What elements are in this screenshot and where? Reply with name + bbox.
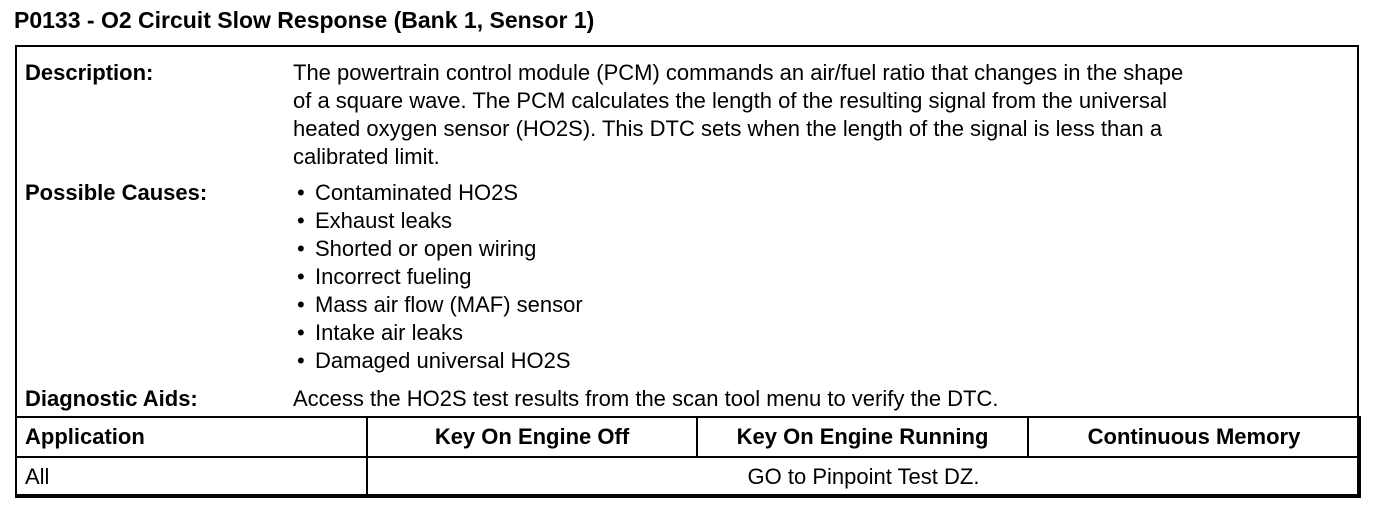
cause-list-item	[293, 207, 1343, 235]
dtc-info-section	[17, 47, 1357, 416]
cause-list-item	[293, 179, 1343, 207]
bullet-icon: •	[297, 264, 305, 289]
possible-causes-list	[293, 179, 1343, 375]
bullet-icon: •	[297, 348, 305, 373]
description-text	[293, 59, 1343, 171]
cause-list-item	[293, 319, 1343, 347]
bullet-icon: •	[297, 208, 305, 233]
dtc-info-box	[15, 45, 1359, 496]
cause-text: Shorted or open wiring	[315, 236, 537, 261]
bullet-icon: •	[297, 180, 305, 205]
cause-list-item	[293, 235, 1343, 263]
diagnostic-aids-text: Access the HO2S test results from the scan tool menu to verify the DTC.	[293, 386, 999, 411]
possible-causes-content	[293, 179, 1343, 375]
header-key-on-engine-off: Key On Engine Off	[367, 417, 697, 457]
table-row	[16, 457, 1360, 497]
cause-text: Contaminated HO2S	[315, 180, 518, 205]
cause-text: Intake air leaks	[315, 320, 463, 345]
bullet-icon: •	[297, 292, 305, 317]
header-key-on-engine-running: Key On Engine Running	[697, 417, 1028, 457]
description-line: calibrated limit.	[293, 144, 440, 169]
cause-text: Incorrect fueling	[315, 264, 472, 289]
header-continuous-memory: Continuous Memory	[1028, 417, 1360, 457]
cause-text: Exhaust leaks	[315, 208, 452, 233]
cause-list-item	[293, 263, 1343, 291]
application-cell: All	[16, 457, 367, 497]
cause-list-item	[293, 347, 1343, 375]
possible-causes-label: Possible Causes:	[25, 180, 208, 205]
pinpoint-test-cell: GO to Pinpoint Test DZ.	[367, 457, 1360, 497]
description-line: heated oxygen sensor (HO2S). This DTC sets when the length of the signal is less than a	[293, 116, 1163, 141]
application-table-header	[16, 417, 1360, 457]
description-line: The powertrain control module (PCM) commands an air/fuel ratio that changes in the shape	[293, 60, 1184, 85]
cause-text: Damaged universal HO2S	[315, 348, 571, 373]
description-label: Description:	[25, 60, 154, 85]
cause-list-item	[293, 291, 1343, 319]
page-title: P0133 - O2 Circuit Slow Response (Bank 1, Sensor 1)	[14, 7, 595, 33]
bullet-icon: •	[297, 320, 305, 345]
header-application: Application	[16, 417, 367, 457]
bullet-icon: •	[297, 236, 305, 261]
diagnostic-aids-label: Diagnostic Aids:	[25, 386, 198, 411]
description-line: of a square wave. The PCM calculates the length of the resulting signal from the universal	[293, 88, 1167, 113]
cause-text: Mass air flow (MAF) sensor	[315, 292, 583, 317]
application-table	[15, 416, 1361, 498]
